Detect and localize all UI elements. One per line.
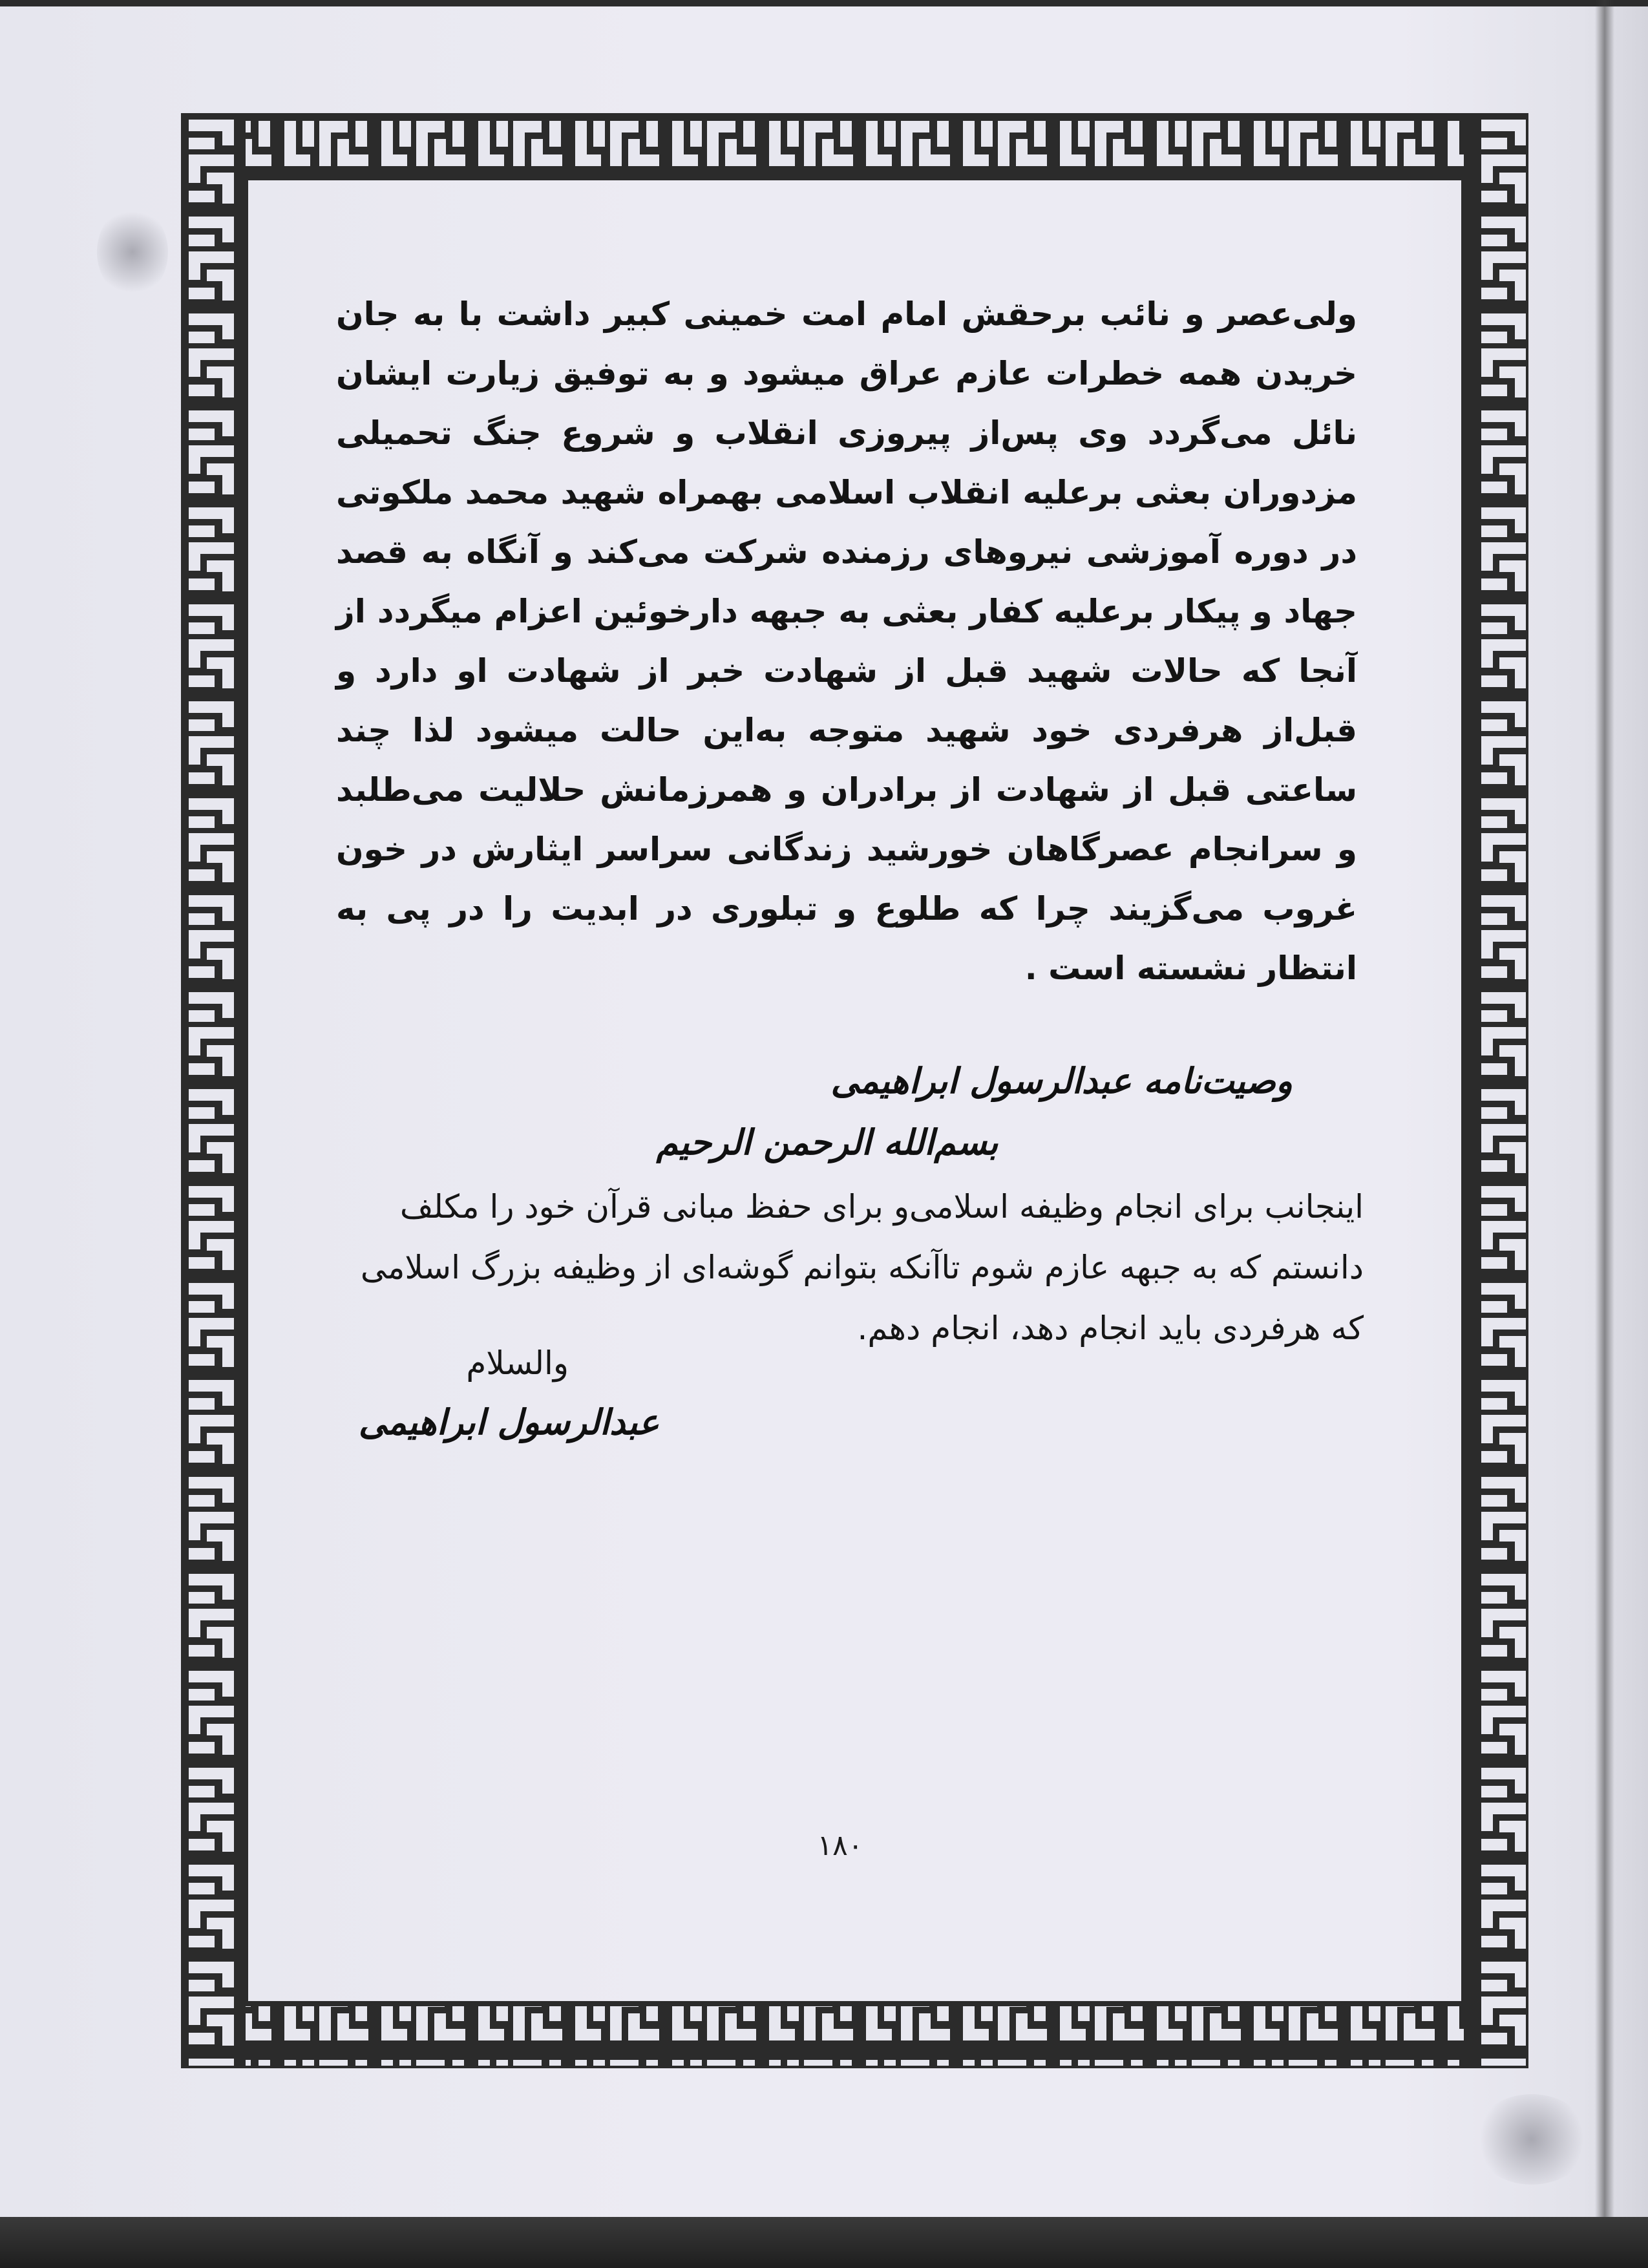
- scan-bottom-edge: [0, 2217, 1648, 2268]
- signature-name: عبدالرسول ابراهیمی: [358, 1401, 659, 1443]
- scan-smudge-top: [97, 207, 168, 297]
- page-number: ۱۸۰: [817, 1829, 863, 1862]
- closing-salutation: والسلام: [466, 1344, 569, 1382]
- scan-top-edge: [0, 0, 1648, 6]
- will-title: وصیت‌نامه عبدالرسول ابراهیمی: [830, 1060, 1293, 1101]
- basmala-heading: بسم‌الله الرحمن الرحیم: [656, 1121, 998, 1163]
- will-body-text: اینجانب برای انجام وظیفه اسلامی‌و برای حفظ مبانی قرآن خود را مکلف دانستم که به جبهه عازم شوم تاآنکه بتوانم گوشه‌ای از وظیفه بزرگ اسلامی که هرفردی باید انجام دهد، انجام دهم.: [360, 1188, 1364, 1347]
- scan-right-edge-shadow: [1595, 0, 1614, 2268]
- scan-smudge-bottom-right: [1474, 2094, 1590, 2185]
- biography-paragraph: ولی‌عصر و نائب برحقش امام امت خمینی کبیر داشت با به جان خریدن همه خطرات عازم عراق میشود و به توفیق زیارت ایشان نائل می‌گردد وی پس‌از پیروزی انقلاب و شروع جنگ تحمیلی مزدوران بعثی برعلیه انقلاب اسلامی بهمراه شهید محمد ملکوتی در دوره آموزشی نیروهای رزمنده شرکت می‌کند و آنگاه به قصد جهاد و پیکار برعلیه کفار بعثی به جبهه دارخوئین اعزام میگردد از آنجا که حالات شهید قبل از شهادت خبر از شهادت او دارد و قبل‌از هرفردی خود شهید متوجه به‌این حالت میشود لذا چند ساعتی قبل از شهادت از برادران و همرزمانش حلالیت می‌طلبد و سرانجام عصرگاهان خورشید زندگانی سراسر ایثارش در خون غروب می‌گزیند چرا که طلوع و تبلوری در ابدیت را در پی به انتظار نشسته است .: [336, 295, 1357, 987]
